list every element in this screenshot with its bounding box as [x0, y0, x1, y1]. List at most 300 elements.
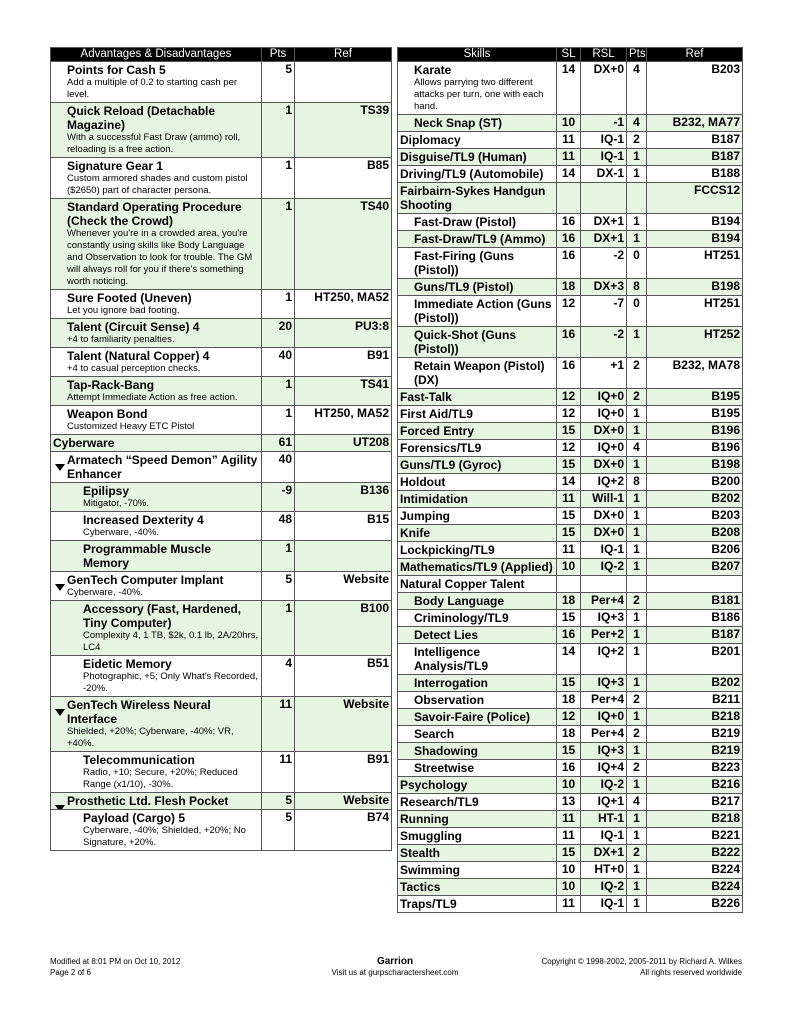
name-cell — [398, 474, 557, 491]
pts-cell: 1 — [627, 777, 647, 794]
name-cell — [398, 760, 557, 777]
ref-cell: B74 — [295, 810, 392, 851]
pts-cell: 1 — [627, 627, 647, 644]
name-cell — [398, 542, 557, 559]
pts-cell: 1 — [262, 103, 295, 158]
pts-cell: 4 — [627, 115, 647, 132]
rsl-cell: DX+0 — [581, 62, 627, 115]
name-cell — [398, 525, 557, 542]
item-name: Accessory (Fast, Hardened, Tiny Computer) — [83, 602, 242, 630]
ref-cell: B207 — [647, 559, 743, 576]
name-cell — [51, 103, 262, 158]
disclosure-triangle-icon[interactable] — [55, 464, 65, 471]
item-name: Intelligence Analysis/TL9 — [414, 645, 489, 673]
name-cell — [398, 811, 557, 828]
pts-cell: 2 — [627, 593, 647, 610]
skill-row[interactable] — [398, 231, 743, 248]
pts-cell: 1 — [627, 644, 647, 675]
item-name: Guns/TL9 (Gyroc) — [400, 458, 502, 472]
skill-row[interactable] — [398, 576, 743, 593]
advantage-row[interactable] — [51, 62, 392, 103]
disclosure-triangle-icon[interactable] — [398, 187, 399, 194]
advantage-row[interactable] — [51, 752, 392, 793]
ref-cell: B195 — [647, 406, 743, 423]
name-cell — [398, 576, 557, 593]
ref-cell: B211 — [647, 692, 743, 709]
name-cell — [398, 644, 557, 675]
item-description: Cyberware, -40%. — [83, 527, 160, 538]
ref-cell: B219 — [647, 743, 743, 760]
ref-cell: Website — [295, 697, 392, 752]
rsl-cell: DX+3 — [581, 279, 627, 296]
sl-cell: 14 — [557, 62, 581, 115]
ref-cell — [647, 576, 743, 593]
skill-row[interactable] — [398, 692, 743, 709]
skill-row[interactable] — [398, 62, 743, 115]
skill-row[interactable] — [398, 862, 743, 879]
advantage-row[interactable] — [51, 377, 392, 406]
advantage-row[interactable] — [51, 452, 392, 483]
name-cell — [51, 348, 262, 377]
skill-row[interactable] — [398, 559, 743, 576]
skill-row[interactable] — [398, 296, 743, 327]
sl-cell: 16 — [557, 214, 581, 231]
name-cell — [51, 752, 262, 793]
footer-left — [50, 956, 180, 978]
pts-cell: 1 — [262, 406, 295, 435]
pts-cell: 2 — [627, 132, 647, 149]
name-cell — [398, 62, 557, 115]
skill-row[interactable] — [398, 491, 743, 508]
item-name: Prosthetic Ltd. Flesh Pocket — [67, 794, 229, 808]
ref-cell: Website — [295, 572, 392, 601]
rsl-cell: IQ+0 — [581, 709, 627, 726]
ref-cell: B198 — [647, 279, 743, 296]
item-name: Psychology — [400, 778, 468, 792]
pts-cell: 48 — [262, 512, 295, 541]
item-name: Talent (Natural Copper) 4 — [67, 349, 210, 363]
character-name: Garrion — [376, 956, 414, 967]
ref-cell: B188 — [647, 166, 743, 183]
rsl-cell: IQ-2 — [581, 559, 627, 576]
col-header-pts: Pts — [262, 48, 295, 62]
skill-row[interactable] — [398, 644, 743, 675]
advantage-row[interactable] — [51, 697, 392, 752]
item-description: Customized Heavy ETC Pistol — [67, 421, 195, 432]
ref-cell: Website — [295, 793, 392, 810]
ref-cell: B196 — [647, 423, 743, 440]
pts-cell: 11 — [262, 752, 295, 793]
name-cell — [398, 726, 557, 743]
name-cell — [51, 572, 262, 601]
item-name: Fast-Draw (Pistol) — [414, 215, 517, 229]
rsl-cell: +1 — [581, 358, 627, 389]
item-description: Attempt Immediate Action as free action. — [67, 392, 238, 403]
rsl-cell: IQ-2 — [581, 879, 627, 896]
sl-cell: 18 — [557, 692, 581, 709]
sl-cell: 11 — [557, 811, 581, 828]
item-description: Whenever you're in a crowded area, you're constantly using skills like Body Language and Observation to look for trouble. The GM will always roll for you if there's something worth noticing. — [67, 228, 253, 287]
skill-row[interactable] — [398, 389, 743, 406]
name-cell — [51, 62, 262, 103]
skill-row[interactable] — [398, 675, 743, 692]
rsl-cell: IQ+3 — [581, 610, 627, 627]
sl-cell: 15 — [557, 525, 581, 542]
item-name: Payload (Cargo) 5 — [83, 811, 186, 825]
advantage-row[interactable] — [51, 601, 392, 656]
name-cell — [51, 452, 262, 483]
item-name: Signature Gear 1 — [67, 159, 164, 173]
ref-cell: B202 — [647, 491, 743, 508]
pts-cell: 1 — [262, 290, 295, 319]
sl-cell: 15 — [557, 675, 581, 692]
rsl-cell — [581, 576, 627, 593]
sl-cell: 11 — [557, 132, 581, 149]
pts-cell: 1 — [262, 541, 295, 572]
ref-cell: B187 — [647, 627, 743, 644]
item-description: Complexity 4, 1 TB, $2k, 0.1 lb, 2A/20hrs, LC4 — [83, 630, 259, 653]
skill-row[interactable] — [398, 525, 743, 542]
item-name: Epilipsy — [83, 484, 130, 498]
skill-row[interactable] — [398, 743, 743, 760]
ref-cell: B181 — [647, 593, 743, 610]
name-cell — [398, 457, 557, 474]
skill-row[interactable] — [398, 593, 743, 610]
advantage-row[interactable] — [51, 103, 392, 158]
footer-center — [300, 956, 490, 978]
sl-cell: 11 — [557, 542, 581, 559]
skill-row[interactable] — [398, 149, 743, 166]
item-name: Fast-Draw/TL9 (Ammo) — [414, 232, 546, 246]
name-cell — [398, 423, 557, 440]
rsl-cell: HT+0 — [581, 862, 627, 879]
name-cell — [398, 709, 557, 726]
col-header-sl: SL — [557, 48, 581, 62]
skill-row[interactable] — [398, 879, 743, 896]
item-name: Weapon Bond — [67, 407, 148, 421]
rsl-cell: DX+1 — [581, 845, 627, 862]
col-header-advantages: Advantages & Disadvantages — [51, 48, 262, 62]
skill-row[interactable] — [398, 406, 743, 423]
item-description: Custom armored shades and custom pistol ($2650) part of character persona. — [67, 173, 248, 196]
skill-row[interactable] — [398, 132, 743, 149]
page-number: Page 2 of 6 — [50, 968, 91, 977]
item-description: Photographic, +5; Only What's Recorded, -20%. — [83, 671, 258, 694]
item-description: Cyberware, -40%; Shielded, +20%; No Signature, +20%. — [83, 825, 246, 848]
item-name: GenTech Computer Implant — [67, 573, 224, 587]
pts-cell: 1 — [627, 811, 647, 828]
name-cell — [51, 290, 262, 319]
advantage-row[interactable] — [51, 158, 392, 199]
skill-row[interactable] — [398, 248, 743, 279]
skill-row[interactable] — [398, 423, 743, 440]
skill-row[interactable] — [398, 610, 743, 627]
name-cell — [398, 692, 557, 709]
advantage-row[interactable] — [51, 572, 392, 601]
ref-cell: B208 — [647, 525, 743, 542]
pts-cell: 2 — [627, 389, 647, 406]
name-cell — [398, 248, 557, 279]
pts-cell: 4 — [262, 656, 295, 697]
rsl-cell: IQ+2 — [581, 644, 627, 675]
pts-cell: 4 — [627, 440, 647, 457]
advantage-row[interactable] — [51, 348, 392, 377]
ref-cell: TS41 — [295, 377, 392, 406]
rsl-cell: DX+0 — [581, 423, 627, 440]
ref-cell: B222 — [647, 845, 743, 862]
skill-row[interactable] — [398, 183, 743, 214]
ref-cell — [295, 452, 392, 483]
skill-row[interactable] — [398, 627, 743, 644]
ref-cell: HT251 — [647, 296, 743, 327]
sl-cell: 12 — [557, 296, 581, 327]
item-name: Jumping — [400, 509, 450, 523]
pts-cell: 2 — [627, 358, 647, 389]
ref-cell: B232, MA77 — [647, 115, 743, 132]
sl-cell: 10 — [557, 777, 581, 794]
ref-cell: HT250, MA52 — [295, 406, 392, 435]
advantage-row[interactable] — [51, 199, 392, 290]
sl-cell: 10 — [557, 879, 581, 896]
name-cell — [398, 149, 557, 166]
disclosure-triangle-icon[interactable] — [398, 580, 399, 587]
sl-cell: 15 — [557, 610, 581, 627]
rsl-cell: IQ-1 — [581, 132, 627, 149]
item-name: Detect Lies — [414, 628, 479, 642]
ref-cell: FCCS12 — [647, 183, 743, 214]
sl-cell: 10 — [557, 559, 581, 576]
pts-cell: 1 — [627, 675, 647, 692]
ref-cell: TS39 — [295, 103, 392, 158]
pts-cell: 1 — [627, 525, 647, 542]
skill-row[interactable] — [398, 214, 743, 231]
item-description: Shielded, +20%; Cyberware, -40%; VR, +40%. — [67, 726, 234, 749]
pts-cell: 20 — [262, 319, 295, 348]
sl-cell: 11 — [557, 828, 581, 845]
website-link[interactable]: Visit us at gurpscharactersheet.com — [331, 968, 459, 977]
pts-cell: 5 — [262, 62, 295, 103]
advantage-row[interactable] — [51, 656, 392, 697]
sl-cell: 10 — [557, 115, 581, 132]
sl-cell: 10 — [557, 862, 581, 879]
ref-cell: B85 — [295, 158, 392, 199]
col-header-skills: Skills — [398, 48, 557, 62]
name-cell — [51, 656, 262, 697]
name-cell — [51, 158, 262, 199]
rsl-cell: IQ-1 — [581, 896, 627, 913]
skill-row[interactable] — [398, 542, 743, 559]
item-description: With a successful Fast Draw (ammo) roll, reloading is a free action. — [67, 132, 241, 155]
name-cell — [398, 183, 557, 214]
item-name: Points for Cash 5 — [67, 63, 166, 77]
pts-cell: 1 — [627, 542, 647, 559]
pts-cell: 40 — [262, 348, 295, 377]
skill-row[interactable] — [398, 358, 743, 389]
item-name: Karate — [414, 63, 452, 77]
skill-row[interactable] — [398, 440, 743, 457]
pts-cell: 1 — [627, 862, 647, 879]
sl-cell: 11 — [557, 896, 581, 913]
name-cell — [51, 512, 262, 541]
disclosure-triangle-icon[interactable] — [51, 439, 52, 446]
ref-cell: B224 — [647, 862, 743, 879]
col-header-ref: Ref — [295, 48, 392, 62]
rsl-cell: IQ+0 — [581, 440, 627, 457]
skill-row[interactable] — [398, 777, 743, 794]
sl-cell: 15 — [557, 845, 581, 862]
item-description: Let you ignore bad footing. — [67, 305, 180, 316]
advantage-row[interactable] — [51, 290, 392, 319]
modified-date: Modified at 8:01 PM on Oct 10, 2012 — [50, 957, 181, 966]
advantage-row[interactable] — [51, 406, 392, 435]
skill-row[interactable] — [398, 115, 743, 132]
sl-cell: 12 — [557, 389, 581, 406]
rsl-cell: DX+0 — [581, 508, 627, 525]
pts-cell: 5 — [262, 793, 295, 810]
name-cell — [398, 231, 557, 248]
advantage-row[interactable] — [51, 512, 392, 541]
ref-cell: B218 — [647, 709, 743, 726]
rsl-cell: Will-1 — [581, 491, 627, 508]
name-cell — [51, 793, 262, 810]
sl-cell: 16 — [557, 327, 581, 358]
rsl-cell: IQ+0 — [581, 389, 627, 406]
skill-row[interactable] — [398, 760, 743, 777]
name-cell — [398, 358, 557, 389]
name-cell — [51, 697, 262, 752]
name-cell — [51, 541, 262, 572]
name-cell — [51, 483, 262, 512]
rsl-cell — [581, 183, 627, 214]
item-description: Allows parrying two different attacks per turn, one with each hand. — [414, 77, 544, 112]
skill-row[interactable] — [398, 474, 743, 491]
disclosure-triangle-icon[interactable] — [55, 709, 65, 716]
pts-cell: 1 — [627, 828, 647, 845]
item-name: Programmable Muscle Memory — [83, 542, 212, 570]
item-name: Diplomacy — [400, 133, 461, 147]
pts-cell: 40 — [262, 452, 295, 483]
item-name: Immediate Action (Guns (Pistol)) — [414, 297, 552, 325]
pts-cell: -9 — [262, 483, 295, 512]
skill-row[interactable] — [398, 845, 743, 862]
pts-cell: 11 — [262, 697, 295, 752]
rsl-cell: IQ+1 — [581, 794, 627, 811]
item-name: Stealth — [400, 846, 441, 860]
item-name: Quick-Shot (Guns (Pistol)) — [414, 328, 516, 356]
advantage-row[interactable] — [51, 810, 392, 851]
ref-cell: B219 — [647, 726, 743, 743]
ref-cell: B217 — [647, 794, 743, 811]
pts-cell: 1 — [627, 743, 647, 760]
disclosure-triangle-icon[interactable] — [55, 584, 65, 591]
ref-cell: B91 — [295, 752, 392, 793]
item-name: Retain Weapon (Pistol) (DX) — [414, 359, 545, 387]
rsl-cell: -7 — [581, 296, 627, 327]
advantage-row[interactable] — [51, 793, 392, 810]
pts-cell: 4 — [627, 794, 647, 811]
item-description: +4 to casual perception checks. — [67, 363, 201, 374]
ref-cell: B91 — [295, 348, 392, 377]
ref-cell — [295, 62, 392, 103]
skill-row[interactable] — [398, 166, 743, 183]
disclosure-triangle-icon[interactable] — [55, 805, 65, 810]
skill-row[interactable] — [398, 279, 743, 296]
ref-cell: B196 — [647, 440, 743, 457]
item-name: Armatech “Speed Demon” Agility Enhancer — [67, 453, 258, 481]
skill-row[interactable] — [398, 709, 743, 726]
pts-cell: 1 — [262, 601, 295, 656]
sl-cell: 15 — [557, 508, 581, 525]
name-cell — [398, 743, 557, 760]
item-name: Forensics/TL9 — [400, 441, 482, 455]
rsl-cell: Per+4 — [581, 692, 627, 709]
skill-row[interactable] — [398, 457, 743, 474]
pts-cell: 1 — [262, 199, 295, 290]
advantage-row[interactable] — [51, 435, 392, 452]
skill-row[interactable] — [398, 726, 743, 743]
rsl-cell: IQ+3 — [581, 675, 627, 692]
sl-cell: 18 — [557, 593, 581, 610]
item-name: Criminology/TL9 — [414, 611, 509, 625]
ref-cell: B202 — [647, 675, 743, 692]
skill-row[interactable] — [398, 828, 743, 845]
item-name: Talent (Circuit Sense) 4 — [67, 320, 200, 334]
ref-cell: B136 — [295, 483, 392, 512]
rsl-cell: IQ-2 — [581, 777, 627, 794]
ref-cell: B187 — [647, 132, 743, 149]
name-cell — [398, 296, 557, 327]
ref-cell: PU3:8 — [295, 319, 392, 348]
name-cell — [51, 319, 262, 348]
item-name: Mathematics/TL9 (Applied) — [400, 560, 553, 574]
name-cell — [398, 166, 557, 183]
sl-cell: 14 — [557, 644, 581, 675]
item-name: Increased Dexterity 4 — [83, 513, 204, 527]
name-cell — [398, 794, 557, 811]
pts-cell: 0 — [627, 296, 647, 327]
name-cell — [398, 132, 557, 149]
ref-cell: B232, MA78 — [647, 358, 743, 389]
name-cell — [51, 199, 262, 290]
item-name: Eidetic Memory — [83, 657, 172, 671]
skill-row[interactable] — [398, 811, 743, 828]
item-name: Cyberware — [53, 436, 115, 450]
sl-cell: 16 — [557, 358, 581, 389]
sl-cell: 18 — [557, 279, 581, 296]
advantage-row[interactable] — [51, 483, 392, 512]
skill-row[interactable] — [398, 508, 743, 525]
skill-row[interactable] — [398, 327, 743, 358]
skills-table — [397, 47, 743, 913]
skill-row[interactable] — [398, 794, 743, 811]
footer-right — [541, 956, 742, 978]
rsl-cell: DX-1 — [581, 166, 627, 183]
advantage-row[interactable] — [51, 541, 392, 572]
item-name: Lockpicking/TL9 — [400, 543, 495, 557]
advantage-row[interactable] — [51, 319, 392, 348]
skill-row[interactable] — [398, 896, 743, 913]
pts-cell — [627, 576, 647, 593]
copyright: Copyright © 1998-2002, 2005-2011 by Richard A. Wilkes — [541, 957, 742, 966]
pts-cell: 1 — [627, 214, 647, 231]
pts-cell: 1 — [627, 610, 647, 627]
item-name: Sure Footed (Uneven) — [67, 291, 192, 305]
pts-cell: 2 — [627, 692, 647, 709]
pts-cell: 1 — [627, 491, 647, 508]
ref-cell: B198 — [647, 457, 743, 474]
pts-cell: 2 — [627, 760, 647, 777]
pts-cell: 8 — [627, 279, 647, 296]
